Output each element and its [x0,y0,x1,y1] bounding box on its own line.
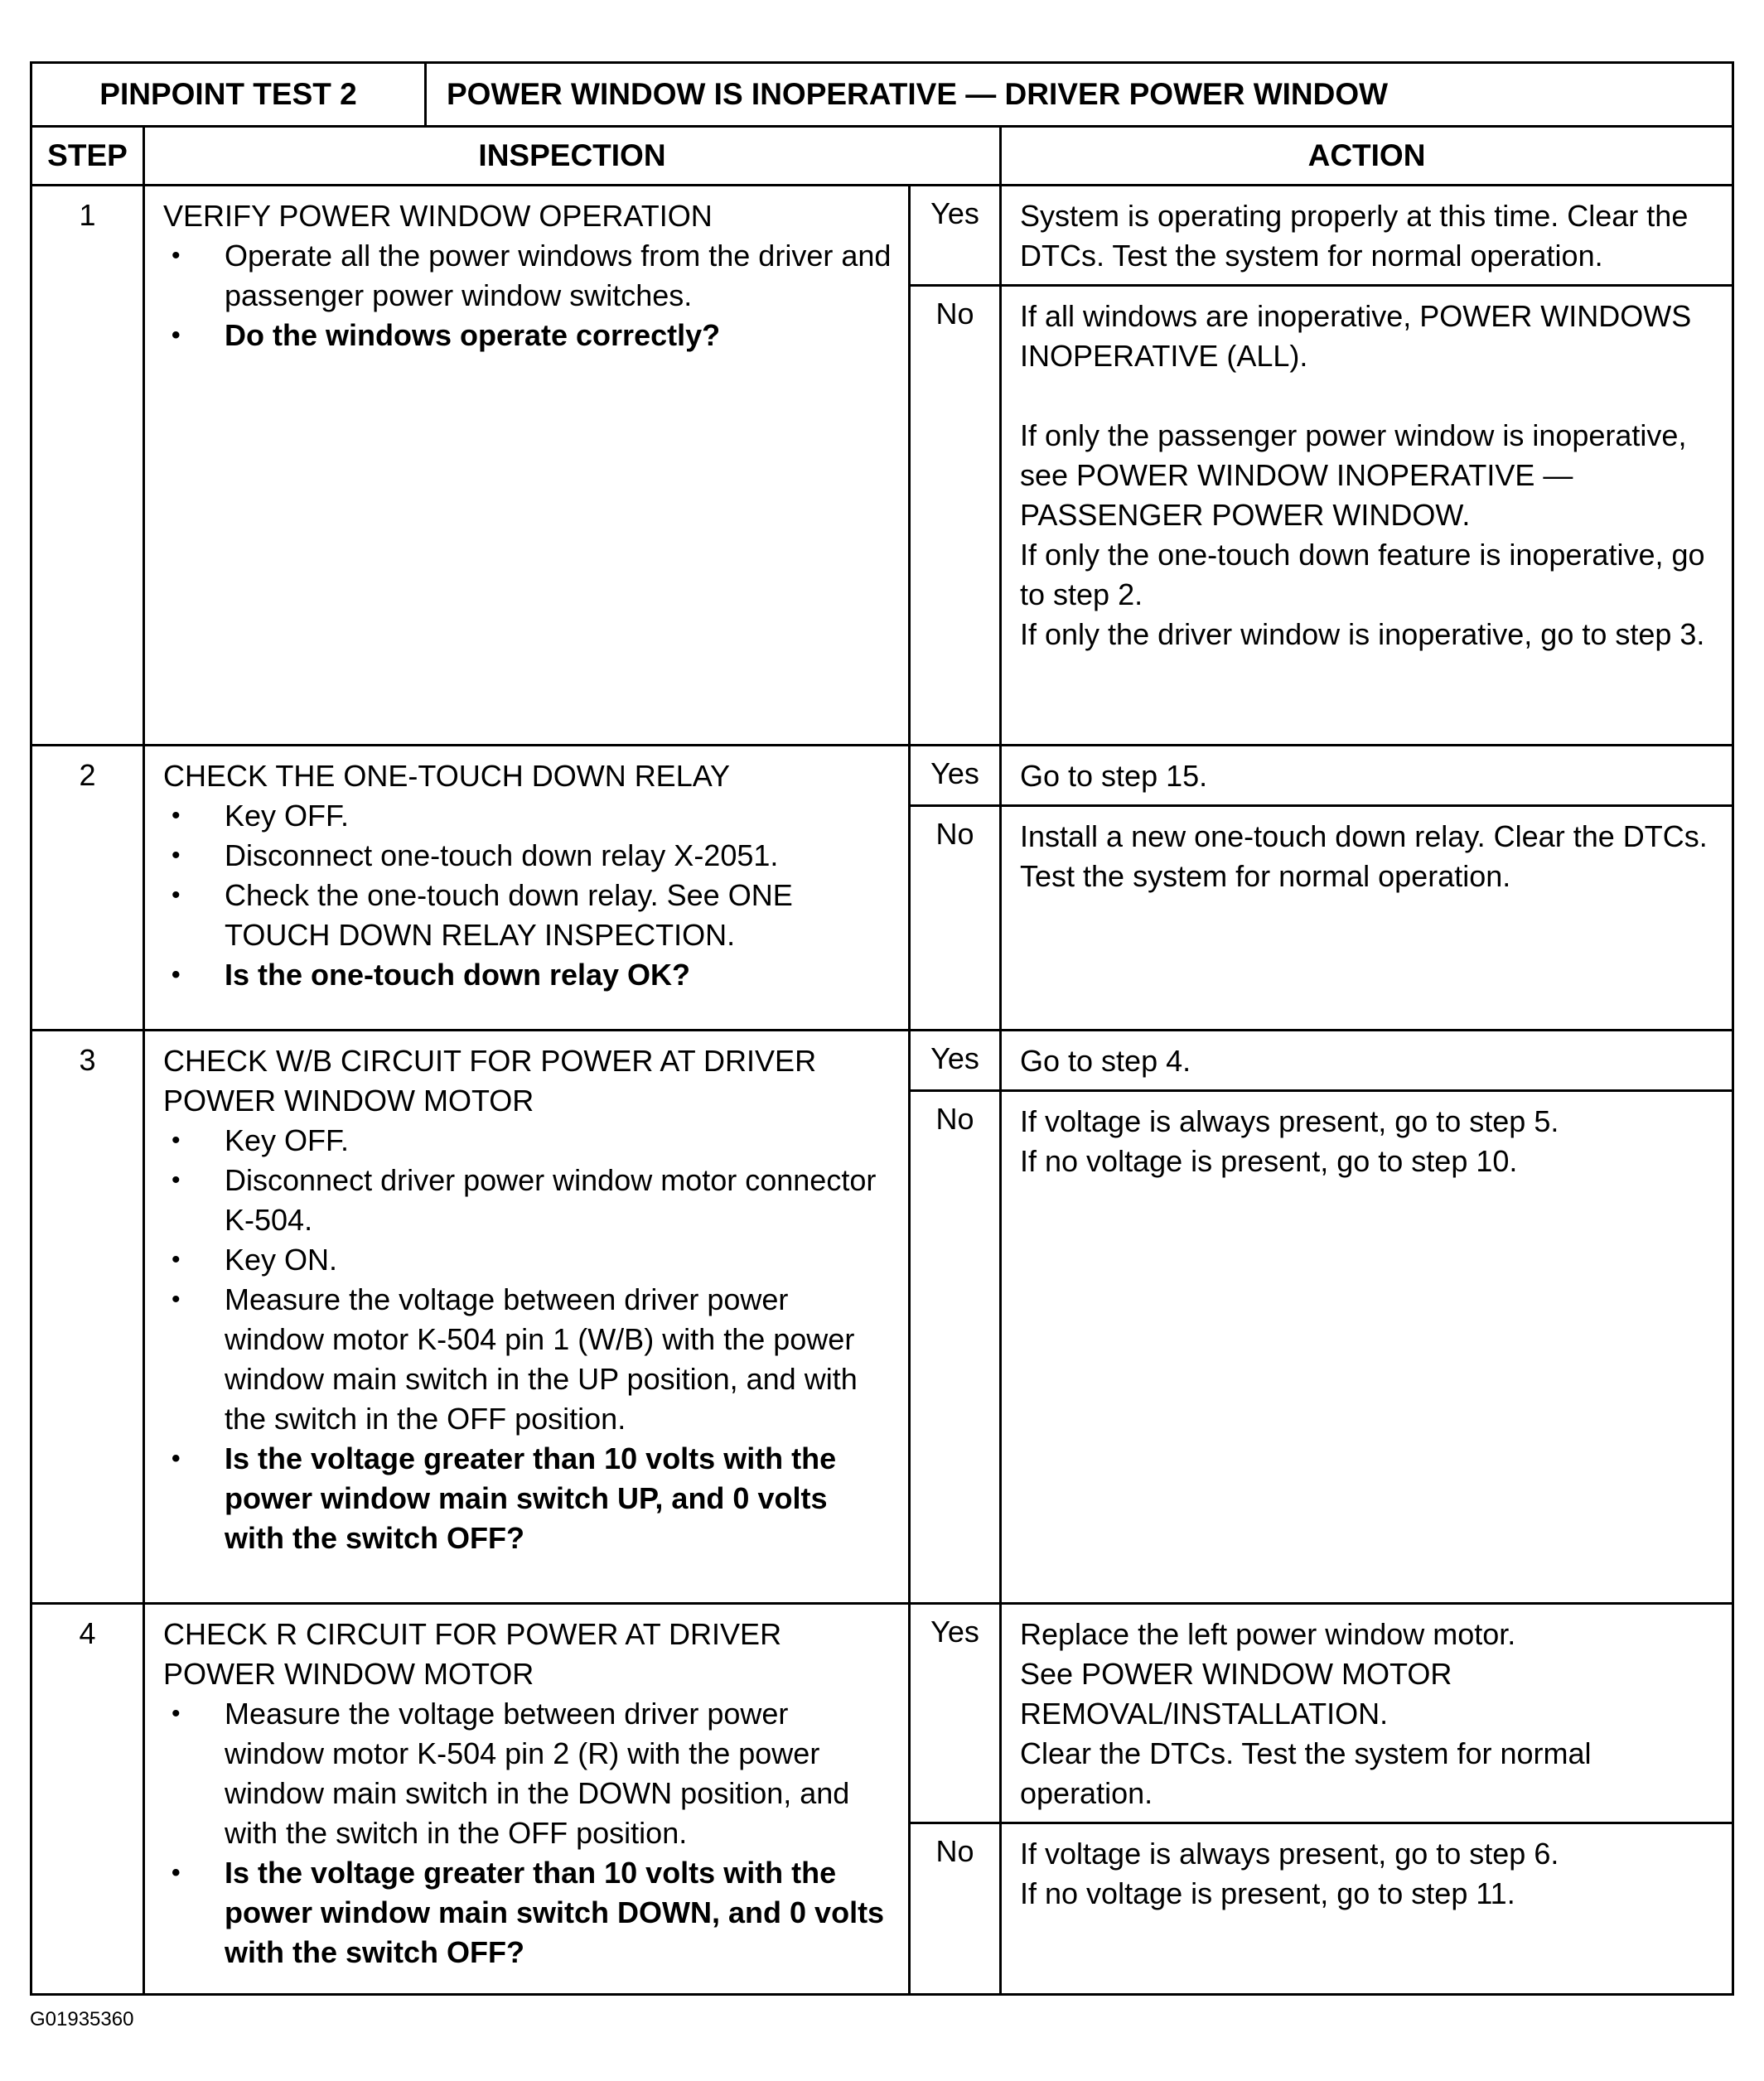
no-action [1001,1823,1733,1995]
yes-action [1001,1604,1733,1823]
no-action [1001,1091,1733,1604]
column-header-row [31,127,1733,186]
step-column-header: STEP [31,127,144,186]
inspection-bullet: • Disconnect driver power window motor connector K-504. [225,1161,892,1240]
yes-action [1001,186,1733,286]
step-number: 3 [31,1031,144,1604]
step-heading: CHECK R CIRCUIT FOR POWER AT DRIVER POWER WINDOW MOTOR [163,1617,782,1691]
test-title: POWER WINDOW IS INOPERATIVE — DRIVER POWER WINDOW [426,63,1733,127]
no-label: No [910,806,1001,1031]
title-row [31,63,1733,127]
action-text: If all windows are inoperative, POWER WINDOWS INOPERATIVE (ALL). [1020,299,1692,373]
inspection-bullets [163,796,892,995]
inspection-question: • Do the windows operate correctly? [225,316,892,355]
pinpoint-test-table [30,61,1734,1996]
action-text: Replace the left power window motor. [1020,1617,1516,1651]
inspection-bullet: • Measure the voltage between driver power window motor K-504 pin 2 (R) with the power window main switch in the DOWN position, and with the switch in the OFF position. [225,1694,892,1853]
step-inspection [144,1604,910,1995]
step-number: 1 [31,186,144,746]
inspection-question: • Is the one-touch down relay OK? [225,955,892,995]
action-column-header: ACTION [1001,127,1733,186]
action-text: If no voltage is present, go to step 10. [1020,1144,1518,1178]
figure-id: G01935360 [30,2008,134,2030]
yes-label: Yes [910,746,1001,806]
no-action [1001,806,1733,1031]
inspection-bullet: • Disconnect one-touch down relay X-2051. [225,836,892,876]
inspection-bullets [163,1121,892,1558]
step-row [31,1031,1733,1091]
test-label: PINPOINT TEST 2 [31,63,426,127]
action-text: Clear the DTCs. Test the system for normal operation. [1020,1736,1592,1810]
inspection-bullet: • Operate all the power windows from the driver and passenger power window switches. [225,236,892,316]
no-action [1001,286,1733,746]
yes-label: Yes [910,186,1001,286]
inspection-column-header: INSPECTION [144,127,1001,186]
step-heading: CHECK THE ONE-TOUCH DOWN RELAY [163,759,731,793]
step-number: 4 [31,1604,144,1995]
inspection-bullet: • Key OFF. [225,1121,892,1161]
yes-action [1001,746,1733,806]
step-row [31,186,1733,286]
no-label: No [910,1091,1001,1604]
step-row [31,746,1733,806]
action-text: If only the passenger power window is inoperative, see POWER WINDOW INOPERATIVE — PASSENGER POWER WINDOW. [1020,418,1687,532]
step-heading: CHECK W/B CIRCUIT FOR POWER AT DRIVER POWER WINDOW MOTOR [163,1044,817,1118]
inspection-bullet: • Key ON. [225,1240,892,1280]
inspection-bullet: • Key OFF. [225,796,892,836]
step-heading: VERIFY POWER WINDOW OPERATION [163,199,713,233]
inspection-question: • Is the voltage greater than 10 volts with the power window main switch UP, and 0 volts with the switch OFF? [225,1439,892,1558]
inspection-bullets [163,1694,892,1972]
no-label: No [910,1823,1001,1995]
inspection-bullet: • Check the one-touch down relay. See ONE TOUCH DOWN RELAY INSPECTION. [225,876,892,955]
yes-label: Yes [910,1604,1001,1823]
no-label: No [910,286,1001,746]
inspection-question: • Is the voltage greater than 10 volts with the power window main switch DOWN, and 0 volts with the switch OFF? [225,1853,892,1972]
action-text: If no voltage is present, go to step 11. [1020,1876,1515,1910]
yes-label: Yes [910,1031,1001,1091]
action-text: Install a new one-touch down relay. Clear the DTCs. Test the system for normal operation. [1020,819,1708,893]
action-text: If only the driver window is inoperative, go to step 3. [1020,617,1705,651]
step-number: 2 [31,746,144,1031]
action-text: If voltage is always present, go to step 6. [1020,1837,1559,1871]
step-row [31,1604,1733,1823]
pinpoint-test-table-container [30,61,1732,1996]
step-inspection [144,746,910,1031]
inspection-bullets [163,236,892,355]
action-text: Go to step 4. [1020,1044,1191,1078]
action-text: Go to step 15. [1020,759,1208,793]
yes-action [1001,1031,1733,1091]
action-text: If only the one-touch down feature is inoperative, go to step 2. [1020,538,1705,611]
action-text: If voltage is always present, go to step 5. [1020,1104,1559,1138]
action-text: See POWER WINDOW MOTOR REMOVAL/INSTALLATION. [1020,1657,1452,1731]
step-inspection [144,186,910,746]
inspection-bullet: • Measure the voltage between driver power window motor K-504 pin 1 (W/B) with the power window main switch in the UP position, and with the switch in the OFF position. [225,1280,892,1439]
step-inspection [144,1031,910,1604]
action-text: System is operating properly at this time. Clear the DTCs. Test the system for normal operation. [1020,199,1689,273]
